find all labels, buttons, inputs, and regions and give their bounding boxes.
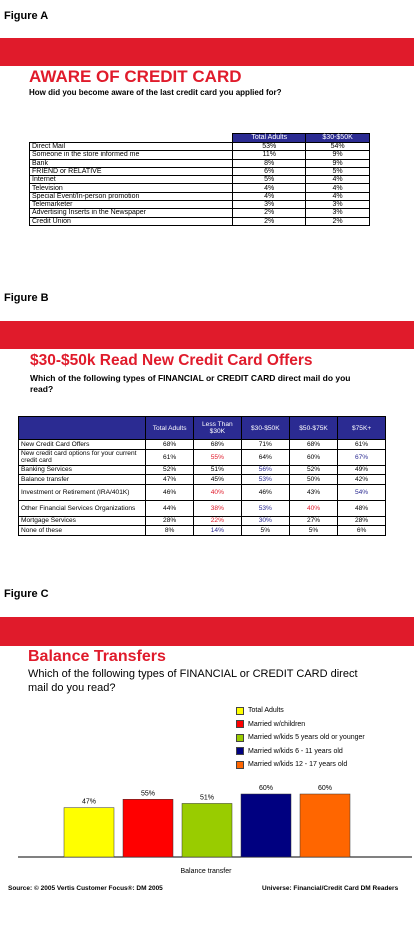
table-cell: 61% (338, 440, 386, 450)
table-cell: 54% (306, 143, 370, 151)
table-cell: 11% (233, 151, 306, 159)
bar-4 (241, 794, 291, 857)
row-label: Advertising Inserts in the Newspaper (30, 209, 233, 217)
universe-footnote: Universe: Financial/Credit Card DM Readers (262, 885, 399, 892)
bar-2 (123, 799, 173, 857)
header-cell-50-75k: $50-$75K (289, 417, 337, 440)
table-cell: 6% (338, 526, 386, 536)
table-cell: 4% (306, 192, 370, 200)
bar-value-label: 60% (258, 785, 274, 792)
bar-3 (182, 803, 232, 857)
row-label: Other Financial Services Organizations (19, 500, 146, 516)
header-cell-total-adults: Total Adults (233, 134, 306, 143)
header-cell-75k-plus: $75K+ (338, 417, 386, 440)
legend-label: Married w/kids 6 - 11 years old (248, 747, 343, 755)
table-cell: 3% (233, 201, 306, 209)
figure-a-label: Figure A (4, 10, 49, 22)
table-cell: 64% (241, 449, 289, 465)
row-label: FRIEND or RELATIVE (30, 167, 233, 175)
table-cell: 55% (194, 449, 242, 465)
row-label: Telemarketer (30, 201, 233, 209)
figure-b-label: Figure B (4, 292, 49, 304)
row-label: New credit card options for your current credit card (19, 449, 146, 465)
table-cell: 4% (233, 184, 306, 192)
table-cell: 5% (233, 176, 306, 184)
table-cell: 9% (306, 159, 370, 167)
bar-value-label: 55% (140, 790, 156, 798)
table-cell: 53% (241, 500, 289, 516)
figure-c-title: Balance Transfers (28, 648, 166, 665)
table-cell: 44% (146, 500, 194, 516)
header-cell-30-50k: $30-$50K (306, 134, 370, 143)
row-label: Internet (30, 176, 233, 184)
table-cell: 51% (194, 465, 242, 475)
table-cell: 52% (146, 465, 194, 475)
table-cell: 22% (194, 516, 242, 526)
figure-a-title: AWARE OF CREDIT CARD (29, 67, 242, 86)
bar-5 (300, 794, 350, 857)
bar-1 (64, 808, 114, 857)
table-cell: 52% (289, 465, 337, 475)
figure-b-title: $30-$50k Read New Credit Card Offers (30, 352, 313, 369)
table-cell: 8% (146, 526, 194, 536)
figure-b-subtitle: Which of the following types of FINANCIAL or CREDIT CARD direct mail do you read? (30, 373, 351, 394)
table-cell: 38% (194, 500, 242, 516)
figure-c-subtitle: Which of the following types of FINANCIAL or CREDIT CARD direct mail do you read? (28, 668, 358, 694)
bar-value-label: 60% (317, 785, 333, 792)
table-cell: 2% (306, 217, 370, 225)
table-cell: 68% (146, 440, 194, 450)
table-cell: 68% (289, 440, 337, 450)
row-label: Direct Mail (30, 143, 233, 151)
table-cell: 71% (241, 440, 289, 450)
row-label: Bank (30, 159, 233, 167)
table-cell: 5% (241, 526, 289, 536)
table-cell: 14% (194, 526, 242, 536)
legend-label: Married w/kids 5 years old or younger (248, 734, 365, 742)
table-cell: 61% (146, 449, 194, 465)
table-cell: 4% (306, 184, 370, 192)
figure-c-label: Figure C (4, 588, 49, 600)
table-cell: 40% (194, 484, 242, 500)
legend-label: Total Adults (248, 707, 284, 715)
table-cell: 45% (194, 475, 242, 485)
table-cell: 30% (241, 516, 289, 526)
table-cell: 40% (289, 500, 337, 516)
table-cell: 28% (146, 516, 194, 526)
header-cell-less-than-30k: Less Than $30K (194, 417, 242, 440)
row-label: Credit Union (30, 217, 233, 225)
table-cell: 56% (241, 465, 289, 475)
bar-value-label: 51% (199, 794, 215, 802)
row-label: Someone in the store informed me (30, 151, 233, 159)
table-cell: 49% (338, 465, 386, 475)
row-label: None of these (19, 526, 146, 536)
row-label: Investment or Retirement (IRA/401K) (19, 484, 146, 500)
row-label: Television (30, 184, 233, 192)
table-cell: 5% (306, 167, 370, 175)
table-cell: 67% (338, 449, 386, 465)
table-cell: 28% (338, 516, 386, 526)
figure-a-subtitle: How did you become aware of the last credit card you applied for? (29, 88, 282, 97)
table-cell: 2% (233, 217, 306, 225)
row-label: Special Event/In-person promotion (30, 192, 233, 200)
table-cell: 2% (233, 209, 306, 217)
row-label: Banking Services (19, 465, 146, 475)
row-label: New Credit Card Offers (19, 440, 146, 450)
table-cell: 6% (233, 167, 306, 175)
table-cell: 46% (241, 484, 289, 500)
header-cell-total-adults: Total Adults (146, 417, 194, 440)
table-cell: 47% (146, 475, 194, 485)
table-cell: 53% (241, 475, 289, 485)
table-cell: 53% (233, 143, 306, 151)
table-cell: 27% (289, 516, 337, 526)
table-cell: 54% (338, 484, 386, 500)
table-cell: 48% (338, 500, 386, 516)
legend-label: Married w/children (248, 720, 306, 728)
table-cell: 9% (306, 151, 370, 159)
table-cell: 68% (194, 440, 242, 450)
row-label: Balance transfer (19, 475, 146, 485)
table-cell: 46% (146, 484, 194, 500)
table-cell: 3% (306, 209, 370, 217)
table-cell: 8% (233, 159, 306, 167)
table-cell: 43% (289, 484, 337, 500)
table-cell: 4% (306, 176, 370, 184)
table-cell: 42% (338, 475, 386, 485)
header-cell-30-50k: $30-$50K (241, 417, 289, 440)
table-cell: 4% (233, 192, 306, 200)
table-cell: 3% (306, 201, 370, 209)
table-cell: 50% (289, 475, 337, 485)
legend-label: Married w/kids 12 - 17 years old (248, 761, 348, 769)
table-cell: 60% (289, 449, 337, 465)
bar-value-label: 47% (81, 798, 97, 806)
x-tick-label: Balance transfer (180, 868, 232, 875)
table-cell: 5% (289, 526, 337, 536)
source-footnote: Source: © 2005 Vertis Customer Focus®: DM 2005 (8, 885, 163, 892)
row-label: Mortgage Services (19, 516, 146, 526)
